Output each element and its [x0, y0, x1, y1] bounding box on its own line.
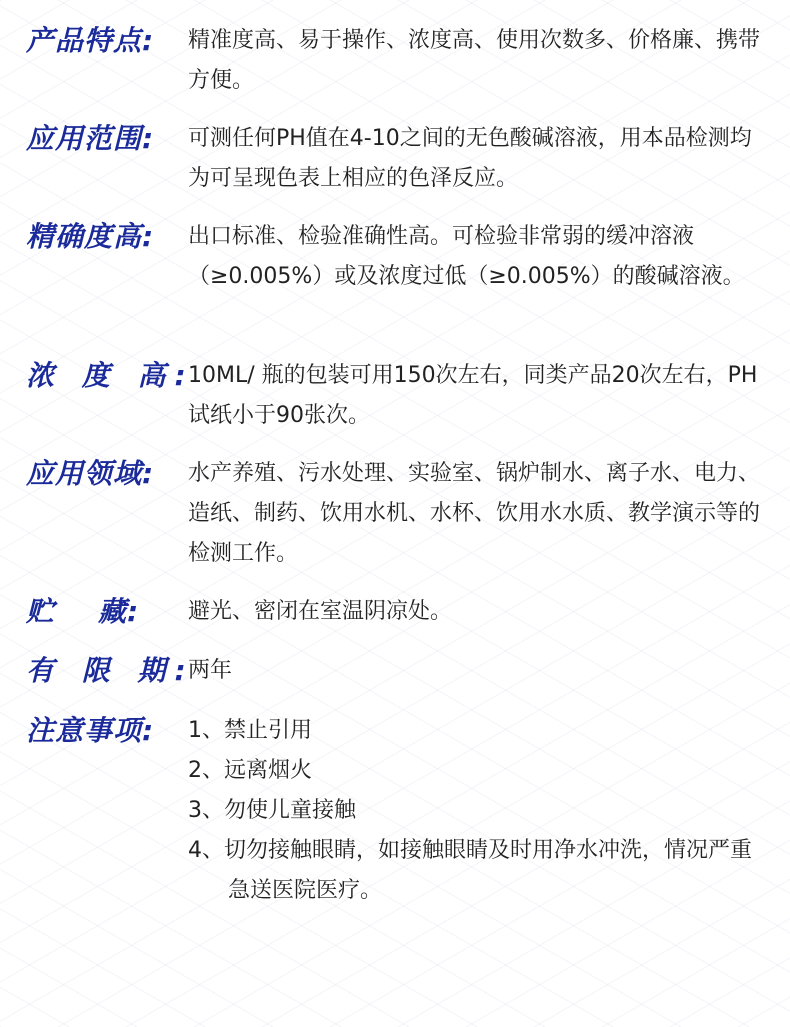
section-label: 产品特点: — [26, 24, 155, 57]
list-item: 3、勿使儿童接触 — [188, 798, 356, 823]
section-label: 贮 藏: — [26, 595, 140, 628]
precautions-list — [188, 711, 760, 911]
section-label: 浓 度 高: — [26, 359, 195, 392]
section-text: 可测任何PH值在4-10之间的无色酸碱溶液，用本品检测均为可呈现色表上相应的色泽反应。 — [188, 126, 752, 191]
section-label: 注意事项: — [26, 714, 155, 747]
section-text: 避光、密闭在室温阴凉处。 — [188, 599, 453, 624]
section-text: 精准度高、易于操作、浓度高、使用次数多、价格廉、携带方便。 — [188, 28, 761, 93]
list-item: 1、禁止引用 — [188, 718, 312, 743]
section-label: 应用范围: — [26, 122, 155, 155]
section-label: 有 限 期: — [26, 654, 195, 687]
section-label: 应用领域: — [26, 457, 155, 490]
section-text: 两年 — [188, 658, 233, 683]
list-item: 2、远离烟火 — [188, 758, 312, 783]
section-text: 出口标准、检验准确性高。可检验非常弱的缓冲溶液（≥0.005%）或及浓度过低（≥0.005%）的酸碱溶液。 — [188, 224, 745, 289]
section-text: 10ML/ 瓶的包装可用150次左右，同类产品20次左右，PH试纸小于90张次。 — [188, 363, 758, 428]
list-item: 4、切勿接触眼睛，如接触眼睛及时用净水冲洗，情况严重急送医院医疗。 — [188, 838, 752, 903]
section-text: 水产养殖、污水处理、实验室、锅炉制水、离子水、电力、造纸、制药、饮用水机、水杯、饮用水水质、教学演示等的检测工作。 — [188, 461, 761, 566]
section-label: 精确度高: — [26, 220, 155, 253]
